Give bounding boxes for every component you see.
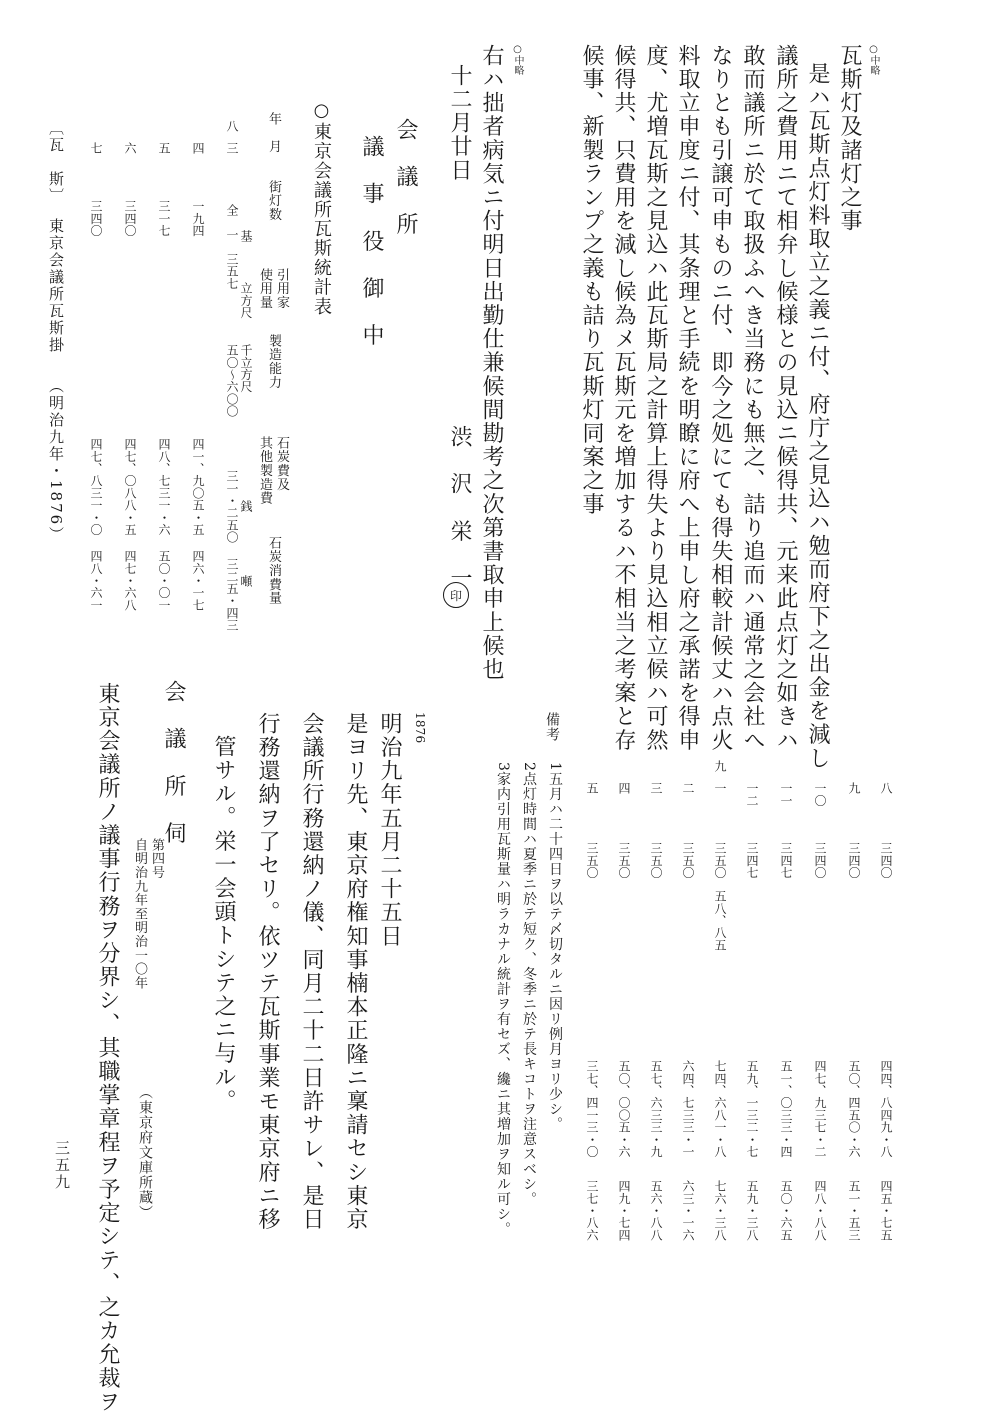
- table-cell-coal: 四六・一七: [191, 550, 205, 611]
- table-cell-month: 二: [681, 782, 695, 795]
- record-line: 管サル。栄一会頭トシテ之ニ与ル。: [211, 735, 236, 1113]
- table-cell-coal: 四九・七四: [617, 1180, 631, 1241]
- unit-users-a: 基: [239, 230, 253, 243]
- table-cell-cost: 六四、七三三・一: [681, 1060, 695, 1158]
- letter-line: なりとも引譲可申ものニ付、即今之処にても得失相較計候丈ハ点火: [708, 44, 733, 752]
- table-cell-lamps: 三五〇: [617, 842, 631, 879]
- table-cell-cost: 五〇、〇〇五・六: [617, 1060, 631, 1158]
- table-cell-users: 全 一 三五七: [225, 204, 239, 290]
- table-cell-month: 五: [585, 782, 599, 795]
- source-number: 第四号: [149, 838, 164, 880]
- letter-line: 料取立申度ニ付、其条理と手続を明瞭に府へ上申し府之承諾を得申: [675, 44, 700, 752]
- table-cell-month: 一二: [745, 782, 759, 807]
- table-cell-month: 三: [649, 782, 663, 795]
- table-cell-lamps: 三四〇: [879, 842, 893, 879]
- table-cell-cost: 四一、九〇五・五: [191, 438, 205, 536]
- table-cell-cost: 四八、七三一・六: [157, 438, 171, 536]
- table-cell-cost: 四四、八四九・八: [879, 1060, 893, 1158]
- remarks-label: 備考: [544, 712, 560, 742]
- unit-coal-use: 噸: [239, 575, 253, 588]
- addressee-org: 会 議 所: [393, 118, 418, 236]
- table-header-coal-use: 石炭消費量: [266, 536, 281, 605]
- letter-date: 十二月廿日: [447, 64, 472, 182]
- table-cell-coal: 四八・六一: [89, 550, 103, 611]
- table-cell-coal: 三二五・四三: [225, 558, 239, 632]
- source-archive: （東京府文庫所蔵）: [137, 1085, 153, 1220]
- table-cell-capacity: 五〇～六〇〇: [225, 344, 239, 418]
- letter-line: 議所之費用ニて相弁し候様との見込ニ候得共、元来此点灯之如きハ: [773, 44, 798, 752]
- record-line: 会議所行務還納ノ儀、同月二十二日許サレ、是日: [299, 712, 324, 1232]
- record-line: 是ヨリ先、東京府権知事楠本正隆ニ稟請セシ東京: [343, 712, 368, 1232]
- table-header-lamps: 街灯数: [266, 180, 281, 222]
- seal-mark: [443, 582, 469, 608]
- source-title: 会 議 所 伺: [161, 680, 186, 846]
- table-title: ○東京会議所瓦斯統計表: [311, 100, 332, 317]
- table-cell-lamps: 三四七: [779, 842, 793, 879]
- letter-closing: 右ハ拙者病気ニ付明日出勤仕兼候間勘考之次第書取申上候也: [479, 44, 504, 682]
- letter-line: 候得共、只費用を減し候為メ瓦斯元を増加するハ不相当之考案と存: [611, 44, 636, 752]
- record-date: 明治九年五月二十五日: [377, 712, 402, 948]
- table-cell-year: 九: [713, 760, 727, 773]
- table-cell-lamps: 三一七: [157, 200, 171, 237]
- table-cell-coal: 四五・七五: [879, 1180, 893, 1241]
- table-cell-coal: 五六・八八: [649, 1180, 663, 1241]
- table-cell-month: 四: [617, 782, 631, 795]
- table-cell-coal: 七六・三八: [713, 1180, 727, 1241]
- letter-line: 候事、新製ランプ之義も詰り瓦斯灯同案之事: [579, 44, 604, 516]
- table-cell-cost: 五〇、四五〇・六: [847, 1060, 861, 1158]
- table-cell-coal: 四八・八八: [813, 1180, 827, 1241]
- table-cell-cost: 五九、一三二・七: [745, 1060, 759, 1158]
- letter-line: 是ハ瓦斯点灯料取立之義ニ付、府庁之見込ハ勉而府下之出金を減し: [805, 62, 830, 770]
- unit-coal-cost: 銭: [239, 500, 253, 513]
- table-cell-coal: 五一・五三: [847, 1180, 861, 1241]
- source-range: 自明治九年至明治一〇年: [132, 838, 147, 990]
- ellipsis-marker-top: ○中略: [868, 44, 879, 75]
- table-cell-month: 六: [123, 142, 137, 155]
- letter-sender: 渋 沢 栄 一: [447, 425, 472, 591]
- table-cell-lamps: 三四〇: [847, 842, 861, 879]
- unit-capacity: 千立方尺: [239, 344, 253, 393]
- table-cell-month: 五: [157, 142, 171, 155]
- table-cell-cost: 七四、六八一・八: [713, 1060, 727, 1158]
- letter-line: 敢而議所ニ於て取扱ふへき当務にも無之、詰り追而ハ通常之会社へ: [740, 44, 765, 752]
- table-cell-month: 九: [847, 782, 861, 795]
- remark-item: 1五月ハ二十四日ヲ以テ〆切タルニ因リ例月ヨリ少シ。: [547, 762, 563, 1132]
- table-cell-month: 一: [713, 782, 727, 795]
- table-cell-coal: 五九・三八: [745, 1180, 759, 1241]
- remark-item: 2点灯時間ハ夏季ニ於テ短ク、冬季ニ於テ長キコトヲ注意スベシ。: [521, 762, 537, 1207]
- year-label: 1876: [413, 712, 427, 744]
- table-header-users-a: 引用家: [274, 268, 289, 310]
- seal-label: 印: [449, 588, 462, 603]
- table-cell-cost: 三七、四一三・〇: [585, 1060, 599, 1158]
- table-header-month: 年 月: [266, 112, 281, 154]
- table-cell-lamps: 三五〇: [649, 842, 663, 879]
- table-cell-lamps: 三五〇: [681, 842, 695, 879]
- table-cell-lamps: 三四〇: [813, 842, 827, 879]
- addressee-role: 議 事 役 御 中: [359, 135, 384, 348]
- table-header-coal-cost-b: 其他製造費: [257, 436, 272, 505]
- source-continuation: 東京会議所ノ議事行務ヲ分界シ、其職掌章程ヲ予定シテ、之カ允裁ヲ: [95, 682, 120, 1414]
- table-cell-coal: 五〇・〇一: [157, 550, 171, 611]
- letter-line: 度、尤増瓦斯之見込ハ此瓦斯局之計算上得失より見込相立候ハ可然: [643, 44, 668, 752]
- running-header-title: 東京会議所瓦斯掛: [47, 218, 65, 354]
- remark-item: 3家内引用瓦斯量ハ明ラカナル統計ヲ有セズ、纔ニ其増加ヲ知ル可シ。: [495, 762, 511, 1237]
- table-cell-lamps: 一九四: [191, 200, 205, 237]
- table-cell-coal: 五〇・六五: [779, 1180, 793, 1241]
- table-cell-cost: 三一・二五〇: [225, 470, 239, 544]
- table-cell-month: 七: [89, 142, 103, 155]
- table-cell-cost: 五一、〇三三・四: [779, 1060, 793, 1158]
- running-header-category: 〔瓦 斯〕: [47, 120, 65, 205]
- page-number: 三五九: [53, 1140, 71, 1191]
- table-cell-coal: 三七・八六: [585, 1180, 599, 1241]
- table-header-capacity: 製造能力: [266, 334, 281, 390]
- table-cell-lamps: 三五〇: [585, 842, 599, 879]
- table-cell-lamps: 三五〇: [713, 842, 727, 879]
- table-cell-lamps: 三四〇: [123, 200, 137, 237]
- table-header-users-b: 使用量: [257, 268, 272, 310]
- table-cell-month: 三: [225, 142, 239, 155]
- table-cell-year: 八: [225, 120, 239, 133]
- table-cell-month: 一一: [779, 782, 793, 807]
- table-cell-month: 八: [879, 782, 893, 795]
- ellipsis-marker-mid: ○中略: [512, 44, 523, 75]
- unit-users-b: 立方尺: [239, 282, 253, 319]
- table-cell-month: 四: [191, 142, 205, 155]
- table-cell-users: 五八、八五: [713, 890, 727, 951]
- table-cell-coal: 四七・六八: [123, 550, 137, 611]
- table-cell-cost: 四七、〇八八・五: [123, 438, 137, 536]
- table-cell-coal: 六三・一六: [681, 1180, 695, 1241]
- table-cell-cost: 五七、六三三・九: [649, 1060, 663, 1158]
- record-line: 行務還納ヲ了セリ。依ツテ瓦斯事業モ東京府ニ移: [255, 712, 280, 1232]
- letter-heading: 瓦斯灯及諸灯之事: [837, 44, 862, 233]
- table-cell-cost: 四七、八三一・〇: [89, 438, 103, 536]
- table-cell-lamps: 三四〇: [89, 200, 103, 237]
- running-header-era: （明治九年・1876）: [47, 378, 65, 544]
- table-cell-cost: 四七、九三七・二: [813, 1060, 827, 1158]
- table-header-coal-cost-a: 石炭費及: [274, 436, 289, 492]
- table-cell-lamps: 三四七: [745, 842, 759, 879]
- table-cell-month: 一〇: [813, 782, 827, 807]
